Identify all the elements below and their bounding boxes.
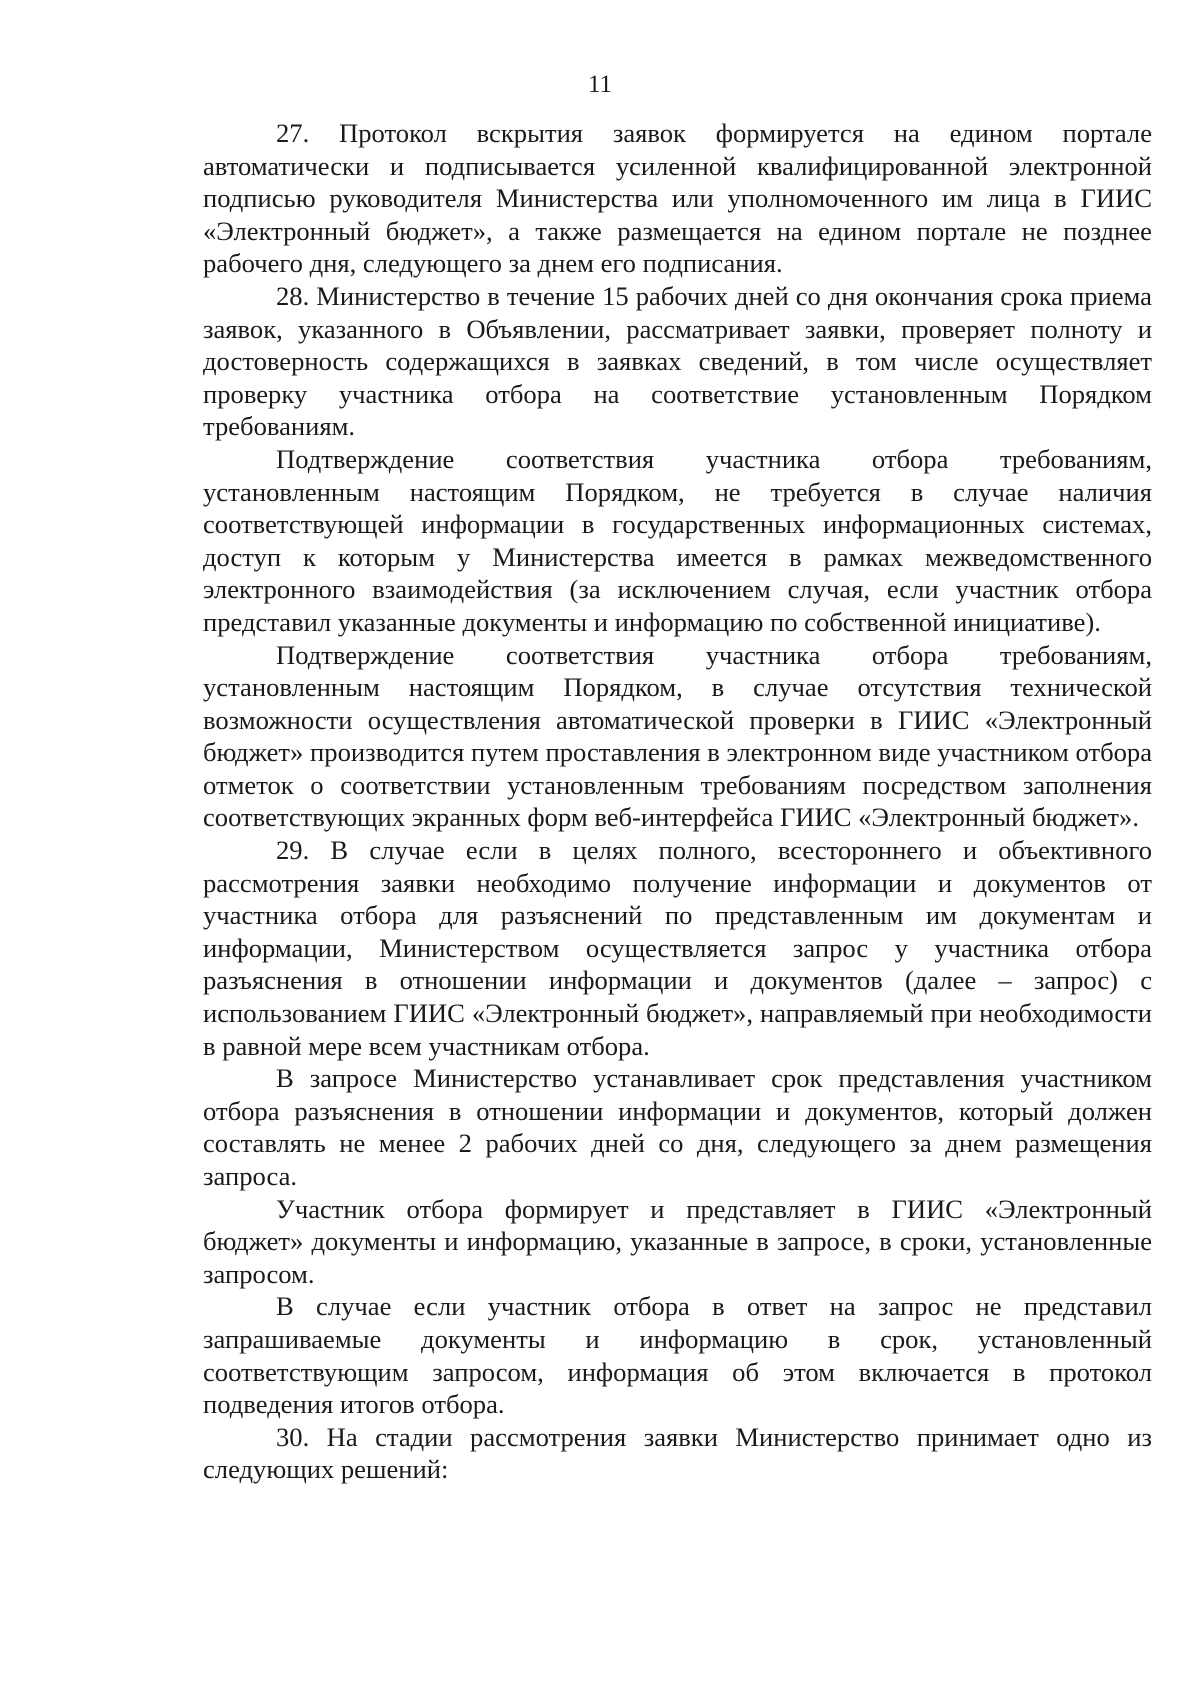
paragraph-29-participant-response: Участник отбора формирует и представляет в ГИИС «Электронный бюджет» документы и информацию, указанные в запросе, в сроки, установленные запросом. [203, 1193, 1152, 1289]
document-body [203, 117, 1152, 1486]
paragraph-28-confirmation-manual: Подтверждение соответствия участника отбора требованиям, установленным настоящим Порядком, в случае отсутствия технической возможности осуществления автоматической проверки в ГИИС «Электронный бюджет» производится путем проставления в электронном виде участником отбора отметок о соответствии установленным требованиям посредством заполнения соответствующих экранных форм веб-интерфейса ГИИС «Электронный бюджет». [203, 639, 1152, 833]
paragraph-27: 27. Протокол вскрытия заявок формируется на едином портале автоматически и подписывается усиленной квалифицированной электронной подписью руководителя Министерства или уполномоченного им лица в ГИИС «Электронный бюджет», а также размещается на едином портале не позднее рабочего дня, следующего за днем его подписания. [203, 118, 1152, 279]
paragraph-29-no-response: В случае если участник отбора в ответ на запрос не представил запрашиваемые документы и информацию в срок, установленный соответствующим запросом, информация об этом включается в протокол подведения итогов отбора. [203, 1291, 1152, 1420]
paragraph-28: 28. Министерство в течение 15 рабочих дней со дня окончания срока приема заявок, указанного в Объявлении, рассматривает заявки, проверяет полноту и достоверность содержащихся в заявках сведений, в том числе осуществляет проверку участника отбора на соответствие установленным Порядком требованиям. [203, 280, 1152, 442]
page-number: 11 [587, 71, 613, 98]
paragraph-28-confirmation-not-required: Подтверждение соответствия участника отбора требованиям, установленным настоящим Порядком, не требуется в случае наличия соответствующей информации в государственных информационных системах, доступ к которым у Министерства имеется в рамках межведомственного электронного взаимодействия (за исключением случая, если участник отбора представил указанные документы и информацию по собственной инициативе). [203, 443, 1152, 637]
paragraph-29: 29. В случае если в целях полного, всестороннего и объективного рассмотрения заявки необходимо получение информации и документов от участника отбора для разъяснений по представленным им документам и информации, Министерством осуществляется запрос у участника отбора разъяснения в отношении информации и документов (далее – запрос) с использованием ГИИС «Электронный бюджет», направляемый при необходимости в равной мере всем участникам отбора. [203, 835, 1152, 1061]
paragraph-30: 30. На стадии рассмотрения заявки Министерство принимает одно из следующих решений: [203, 1421, 1152, 1485]
paragraph-29-request-deadline: В запросе Министерство устанавливает срок представления участником отбора разъяснения в отношении информации и документов, который должен составлять не менее 2 рабочих дней со дня, следующего за днем размещения запроса. [203, 1063, 1152, 1191]
